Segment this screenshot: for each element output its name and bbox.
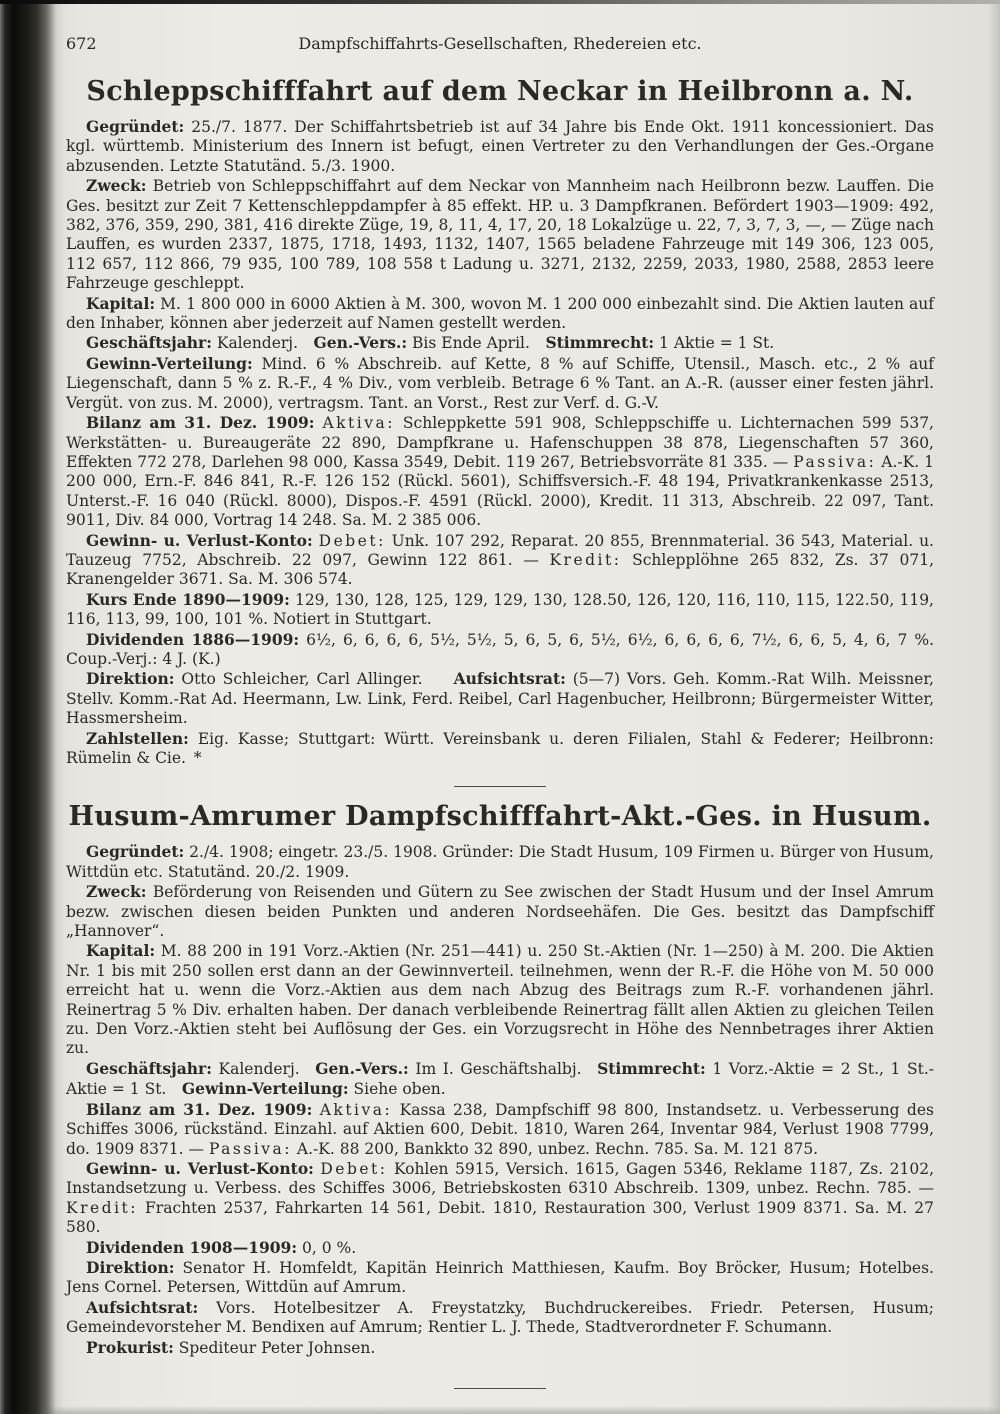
body-text: Im I. Geschäftshalbj. xyxy=(408,1059,598,1078)
bold-label: Bilanz am 31. Dez. 1909: xyxy=(86,413,315,433)
paragraph xyxy=(66,294,934,334)
bold-label: Kapital: xyxy=(86,941,156,961)
body-text: Betrieb von Schleppschiffahrt auf dem Neckar von Mannheim nach Heilbronn bezw. Lauffen. Die Ges. besitzt zur Zeit 7 Kettenschleppdampfer à 85 effekt. HP. u. 3 Dampfkranen. Befördert 1903—1909: 492, 382, 376, 359, 290, 381, 416 direkte Züge, 19, 8, 11, 4, 17, 20, 18 Lokalzüge u. 22, 7, 3, 7, 3, —, — Züge nach Lauffen, es wurden 2337, 1875, 1718, 1493, 1132, 1407, 1565 beladene Fahrzeuge mit 149 306, 123 005, 112 657, 112 866, 79 935, 100 789, 108 558 t Ladung u. 3271, 2132, 2259, 2033, 1980, 2588, 2853 leere Fahrzeuge geschleppt. xyxy=(66,177,934,293)
bold-label: Gegründet: xyxy=(86,842,185,862)
sections-container xyxy=(66,76,934,1389)
body-text: A.-K. 88 200, Bankkto 32 890, unbez. Rechn. 785. Sa. M. 121 875. xyxy=(292,1139,819,1158)
paragraph xyxy=(66,176,934,293)
company-section xyxy=(66,801,934,1358)
bold-label: Zahlstellen: xyxy=(86,728,189,748)
body-text: Bis Ende April. xyxy=(407,334,546,353)
paragraph xyxy=(66,1298,934,1338)
paragraph xyxy=(66,1059,934,1100)
body-text: Vors. Hotelbesitzer A. Freystatzky, Buchdruckereibes. Friedr. Petersen, Husum; Gemeindevorsteher M. Bendixen auf Amrum; Rentier L. J. Thede, Stadtverordneter F. Schumann. xyxy=(66,1298,934,1337)
company-section xyxy=(66,76,934,768)
body-text: Otto Schleicher, Carl Allinger. xyxy=(174,670,454,689)
spaced-label: Passiva: xyxy=(208,1139,292,1158)
paragraph xyxy=(66,333,934,353)
paragraph xyxy=(66,1100,934,1159)
bold-label: Gewinn-Verteilung: xyxy=(181,1079,349,1099)
running-head: Dampfschiffahrts-Gesellschaften, Rhedereien etc. xyxy=(298,34,702,53)
body-text: Schlepplöhne 265 832, Zs. 37 071, Kranengelder 3671. Sa. M. 306 574. xyxy=(66,550,934,589)
bold-label: Gen.-Vers.: xyxy=(315,1058,409,1078)
body-text: Unk. 107 292, Reparat. 20 855, Brennmaterial. 36 543, Material. u. Tauzeug 7752, Abschreib. 22 097, Gewinn 122 861. — xyxy=(66,531,934,569)
body-text: (5—7) Vors. Geh. Komm.-Rat Wilh. Meissner, Stellv. Komm.-Rat Ad. Heermann, Lw. Link, Ferd. Reibel, Carl Hagenbucher, Heilbronn; Bürgermeister Witter, Hassmersheim. xyxy=(66,670,934,728)
spaced-label: Aktiva: xyxy=(319,1100,393,1119)
bold-label: Geschäftsjahr: xyxy=(86,1058,212,1078)
spaced-label: Debet: xyxy=(318,531,386,550)
bold-label: Kurs Ende 1890—1909: xyxy=(86,589,290,609)
body-text: M. 88 200 in 191 Vorz.-Aktien (Nr. 251—441) u. 250 St.-Aktien (Nr. 1—250) à M. 200. Die Aktien Nr. 1 bis mit 250 sollen erst dann an der Gewinnverteil. teilnehmen, wenn der R.-F. die Höhe von M. 50 000 erreicht hat u. wenn die Vorz.-Aktien aus dem nach Abzug des Beitrags zum R.-F. vorhandenen jährl. Reinertrag 5 % Div. erhalten haben. Der danach verbleibende Reinertrag fällt allen Aktien zu gleichen Teilen zu. Den Vorz.-Aktien steht bei Auflösung der Ges. ein Vorzugsrecht in Höhe des Nennbetrages ihrer Aktien zu. xyxy=(66,942,934,1058)
spaced-label: Aktiva: xyxy=(322,414,395,433)
body-text: M. 1 800 000 in 6000 Aktien à M. 300, wovon M. 1 200 000 einbezahlt sind. Die Aktien lauten auf den Inhaber, können aber jederzeit auf Namen gestellt werden. xyxy=(66,294,934,333)
bold-label: Stimmrecht: xyxy=(545,333,655,353)
paragraph xyxy=(66,842,934,882)
bold-label: Gewinn- u. Verlust-Konto: xyxy=(86,530,313,550)
paragraph xyxy=(66,590,934,630)
paragraph xyxy=(66,531,934,590)
spaced-label: Debet: xyxy=(320,1159,388,1178)
body-text: Kohlen 5915, Versich. 1615, Gagen 5346, Reklame 1187, Zs. 2102, Instandsetzung u. Verbess. des Schiffes 3006, Betriebskosten 6310 Abschreib. 1309, unbez. Rechn. 785. — xyxy=(66,1159,934,1198)
bold-label: Stimmrecht: xyxy=(597,1058,706,1078)
body-text: 129, 130, 128, 125, 129, 129, 130, 128.50, 126, 120, 116, 110, 115, 122.50, 119, 116, 113, 99, 100, 101 %. Notiert in Stuttgart. xyxy=(66,590,934,629)
bold-label: Dividenden 1908—1909: xyxy=(86,1237,298,1257)
section-title: Husum-Amrumer Dampfschifffahrt-Akt.-Ges. in Husum. xyxy=(68,801,932,833)
bold-label: Gewinn-Verteilung: xyxy=(86,353,253,373)
paragraph xyxy=(66,1258,934,1298)
body-text: Kalenderj. xyxy=(211,334,314,353)
bold-label: Kapital: xyxy=(86,293,156,313)
body-text: 2./4. 1908; eingetr. 23./5. 1908. Gründer: Die Stadt Husum, 109 Firmen u. Bürger von Husum, Wittdün etc. Statutänd. 20./2. 1909. xyxy=(66,843,934,881)
body-text: Frachten 2537, Fahrkarten 14 561, Debit. 1810, Restauration 300, Verlust 1909 8371. Sa. M. 27 580. xyxy=(66,1198,934,1237)
body-text: Beförderung von Reisenden und Gütern zu See zwischen der Stadt Husum und der Insel Amrum bezw. zwischen diesen beiden Punkten und anderen Nordseehäfen. Die Ges. besitzt das Dampfschiff „Hannover“. xyxy=(66,883,934,941)
page-header xyxy=(66,34,934,56)
body-text: 1 Aktie = 1 St. xyxy=(654,334,775,353)
body-text: Senator H. Homfeldt, Kapitän Heinrich Matthiesen, Kaufm. Boy Bröcker, Husum; Hotelbes. Jens Cornel. Petersen, Wittdün auf Amrum. xyxy=(66,1258,934,1297)
paragraph xyxy=(66,117,934,176)
body-text: Eig. Kasse; Stuttgart: Württ. Vereinsbank u. deren Filialen, Stahl & Federer; Heilbronn: Rümelin & Cie. * xyxy=(66,729,934,767)
page-number: 672 xyxy=(66,34,97,53)
paragraph xyxy=(66,1338,934,1358)
body-text: 1 Vorz.-Aktie = 2 St., 1 St.-Aktie = 1 St. xyxy=(66,1059,934,1099)
bold-label: Zweck: xyxy=(86,176,147,196)
section-title: Schleppschifffahrt auf dem Neckar in Heilbronn a. N. xyxy=(86,76,914,107)
body-text: 6½, 6, 6, 6, 6, 5½, 5½, 5, 6, 5, 6, 5½, 6½, 6, 6, 6, 6, 7½, 6, 6, 5, 4, 6, 7 %. Coup.-Verj.: 4 J. (K.) xyxy=(66,630,935,668)
spaced-label: Kredit: xyxy=(66,1198,138,1217)
paragraph xyxy=(66,413,934,530)
spaced-label: Passiva: xyxy=(793,452,877,471)
section-divider xyxy=(454,1388,546,1389)
bold-label: Gen.-Vers.: xyxy=(313,333,408,353)
bold-label: Zweck: xyxy=(86,882,147,902)
bold-label: Geschäftsjahr: xyxy=(86,333,212,353)
paragraph xyxy=(66,354,934,413)
bold-label: Gewinn- u. Verlust-Konto: xyxy=(86,1158,314,1178)
bold-label: Aufsichtsrat: xyxy=(86,1297,199,1317)
section-divider xyxy=(454,786,546,787)
body-text: 0, 0 %. xyxy=(297,1238,357,1257)
paragraph xyxy=(66,729,934,769)
body-text: Kalenderj. xyxy=(211,1059,316,1078)
paragraph xyxy=(66,941,934,1058)
paragraph xyxy=(66,1159,934,1238)
body-text xyxy=(312,1101,319,1119)
paragraph xyxy=(66,1238,934,1258)
paragraph xyxy=(66,630,934,670)
body-text: A.-K. 1 200 000, Ern.-F. 846 841, R.-F. 126 152 (Rückl. 5601), Schiffsversich.-F. 48 194, Privatkrankenkasse 2513, Unterst.-F. 16 040 (Rückl. 8000), Dispos.-F. 4591 (Rückl. 2000), Kredit. 11 313, Abschreib. 22 097, Tant. 9011, Div. 84 000, Vortrag 14 248. Sa. M. 2 385 006. xyxy=(66,452,934,530)
body-text: Mind. 6 % Abschreib. auf Kette, 8 % auf Schiffe, Utensil., Masch. etc., 2 % auf Liegenschaft, dann 5 % z. R.-F., 4 % Div., vom verbleib. Betrage 6 % Tant. an A.-R. (ausser einer festen jährl. Vergüt. von zus. M. 2000), vertragsm. Tant. an Vorst., Rest zur Verf. d. G.-V. xyxy=(66,354,934,412)
body-text: 25./7. 1877. Der Schiffahrtsbetrieb ist auf 34 Jahre bis Ende Okt. 1911 koncessioniert. Das kgl. württemb. Ministerium des Innern ist befugt, einen Vertreter zu den Verhandlungen der Ges.-Organe abzusenden. Letzte Statutänd. 5./3. 1900. xyxy=(66,118,934,175)
bold-label: Gegründet: xyxy=(86,117,185,136)
spaced-label: Kredit: xyxy=(549,550,622,569)
body-text: Kassa 238, Dampfschiff 98 800, Instandsetz. u. Verbesserung des Schiffes 3006, rückständ. Einzahl. auf Aktien 600, Debit. 1810, Waren 264, Inventar 984, Verlust 1908 7799, do. 1909 8371. — xyxy=(66,1100,934,1158)
body-text: Spediteur Peter Johnsen. xyxy=(173,1338,376,1357)
bold-label: Prokurist: xyxy=(86,1337,174,1357)
paragraph xyxy=(66,882,934,941)
body-text: Schleppkette 591 908, Schleppschiffe u. Lichternachen 599 537, Werkstätten- u. Bureaugeräte 22 890, Dampfkrane u. Hafenschuppen 38 878, Liegenschaften 57 360, Effekten 772 278, Darlehen 98 000, Kassa 3549, Debit. 119 267, Betriebsvorräte 81 335. — xyxy=(66,414,934,471)
body-text: Siehe oben. xyxy=(348,1080,446,1099)
bold-label: Direktion: xyxy=(86,1257,175,1277)
scan-edge-bottom xyxy=(0,1406,1000,1414)
bold-label: Aufsichtsrat: xyxy=(453,669,566,689)
bold-label: Dividenden 1886—1909: xyxy=(86,629,300,649)
bold-label: Bilanz am 31. Dez. 1909: xyxy=(86,1099,313,1119)
bold-label: Direktion: xyxy=(86,669,175,689)
paragraph xyxy=(66,669,934,728)
